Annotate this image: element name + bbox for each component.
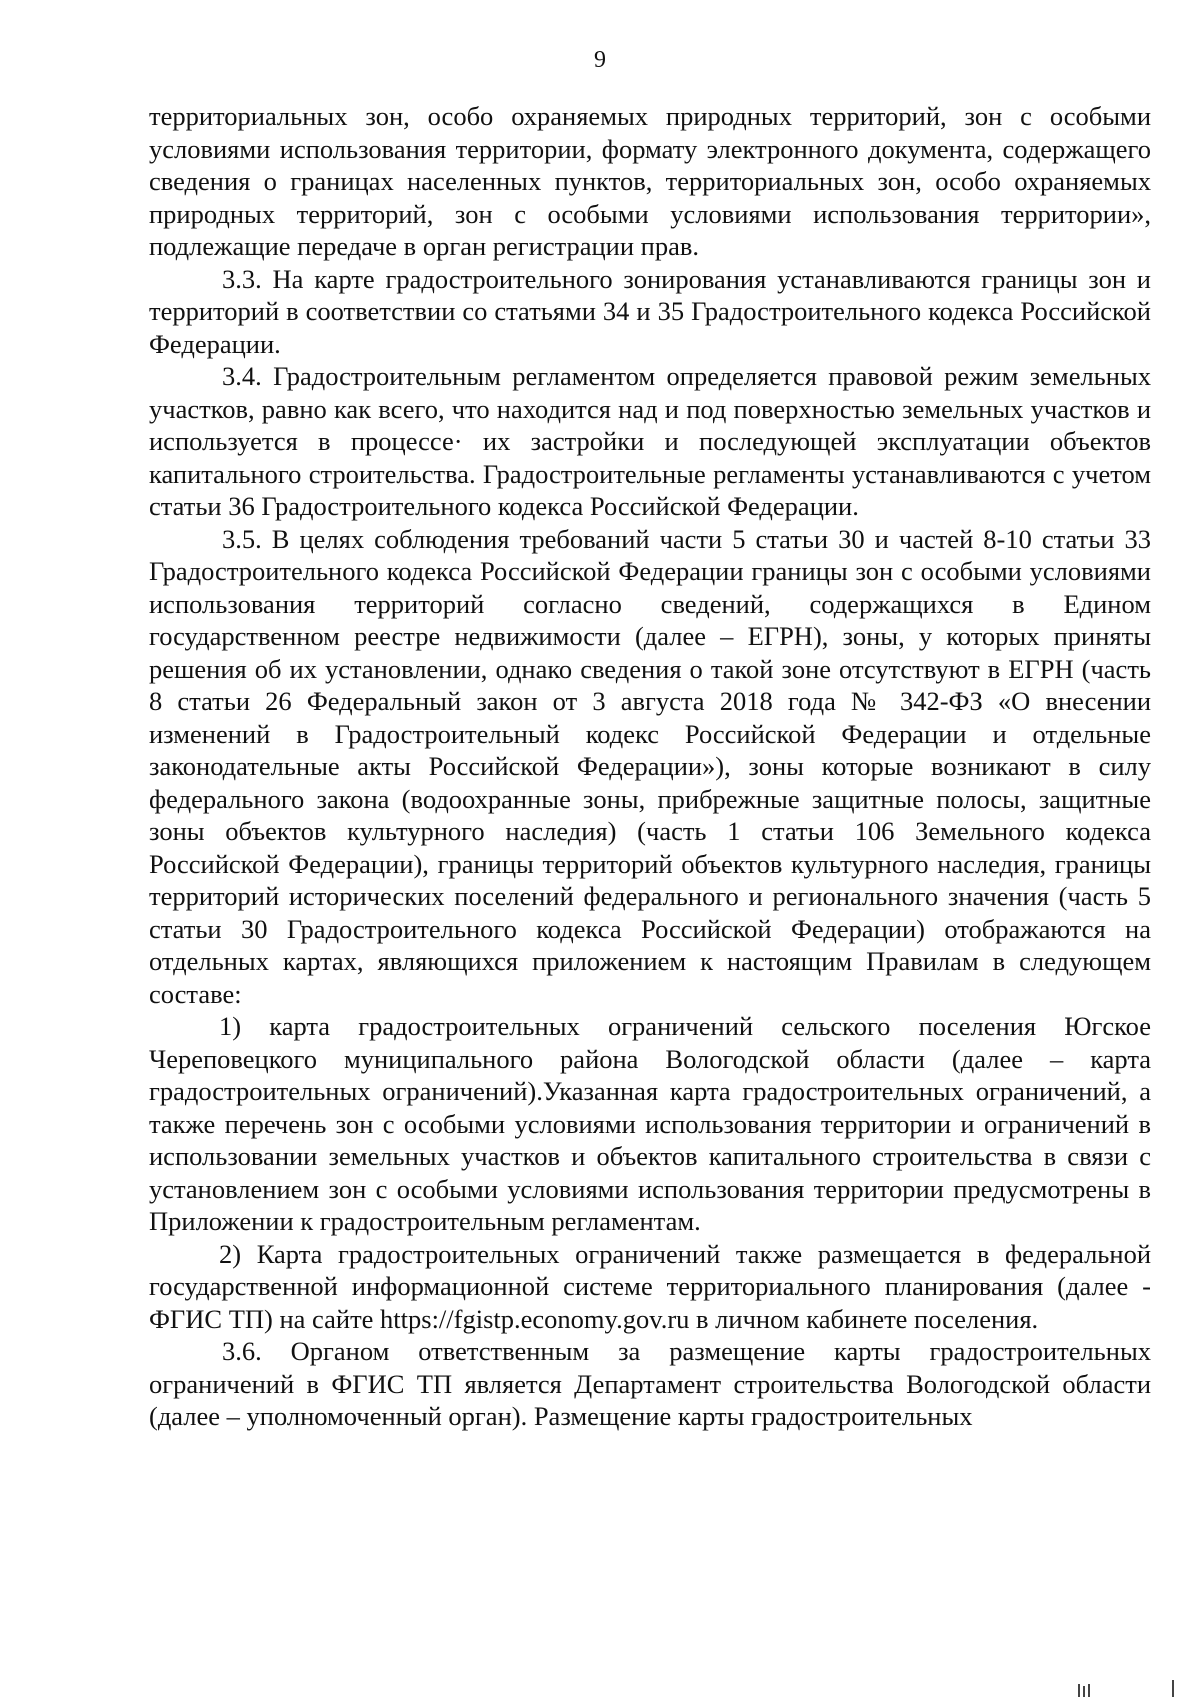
paragraph-3-5: 3.5. В целях соблюдения требований части 5 статьи 30 и частей 8-10 статьи 33 Градостроительного кодекса Российской Федерации границы зон с особыми условиями использования территорий согласно сведений, содержащихся в Едином государственном реестре недвижимости (далее – ЕГРН), зоны, у которых приняты решения об их установлении, однако сведения о такой зоне отсутствуют в ЕГРН (часть 8 статьи 26 Федеральный закон от 3 августа 2018 года № 342-ФЗ «О внесении изменений в Градостроительный кодекс Российской Федерации и отдельные законодательные акты Российской Федерации»), зоны которые возникают в силу федерального закона (водоохранные зоны, прибрежные защитные полосы, защитные зоны объектов культурного наследия) (часть 1 статьи 106 Земельного кодекса Российской Федерации), границы территорий объектов культурного наследия, границы территорий исторических поселений федерального и регионального значения (часть 5 статьи 30 Градостроительного кодекса Российской Федерации) отображаются на отдельных картах, являющихся приложением к настоящим Правилам в следующем составе: xyxy=(149,523,1151,1009)
page-number: 9 xyxy=(594,47,606,73)
document-body xyxy=(149,100,1151,1433)
scan-artifact-mark xyxy=(1083,1686,1085,1697)
paragraph-continuation: территориальных зон, особо охраняемых природных территорий, зон с особыми условиями использования территории, формату электронного документа, содержащего сведения о границах населенных пунктов, территориальных зон, особо охраняемых природных территорий, зон с особыми условиями использования территории», подлежащие передаче в орган регистрации прав. xyxy=(149,101,1151,261)
paragraph-3-3: 3.3. На карте градостроительного зонирования устанавливаются границы зон и территорий в соответствии со статьями 34 и 35 Градостроительного кодекса Российской Федерации. xyxy=(149,263,1151,359)
scan-artifact-mark xyxy=(1172,1680,1174,1697)
scan-artifact-mark xyxy=(1078,1684,1080,1697)
scan-artifact-mark xyxy=(1088,1684,1090,1697)
paragraph-3-6: 3.6. Органом ответственным за размещение карты градостроительных ограничений в ФГИС ТП является Департамент строительства Вологодской области (далее – уполномоченный орган). Размещение карты градостроительных xyxy=(149,1336,1151,1431)
paragraph-3-4: 3.4. Градостроительным регламентом определяется правовой режим земельных участков, равно как всего, что находится над и под поверхностью земельных участков и используется в процессе· их застройки и последующей эксплуатации объектов капитального строительства. Градостроительные регламенты устанавливаются с учетом статьи 36 Градостроительного кодекса Российской Федерации. xyxy=(149,361,1151,521)
list-item-1: 1) карта градостроительных ограничений сельского поселения Югское Череповецкого муниципального района Вологодской области (далее – карта градостроительных ограничений).Указанная карта градостроительных ограничений, а также перечень зон с особыми условиями использования территории и ограничений в использовании земельных участков и объектов капитального строительства в связи с установлением зон с особыми условиями использования территории предусмотрены в Приложении к градостроительным регламентам. xyxy=(149,1011,1151,1236)
list-item-2: 2) Карта градостроительных ограничений также размещается в федеральной государственной информационной системе территориального планирования (далее - ФГИС ТП) на сайте https://fgistp.economy.gov.ru в личном кабинете поселения. xyxy=(149,1238,1151,1334)
